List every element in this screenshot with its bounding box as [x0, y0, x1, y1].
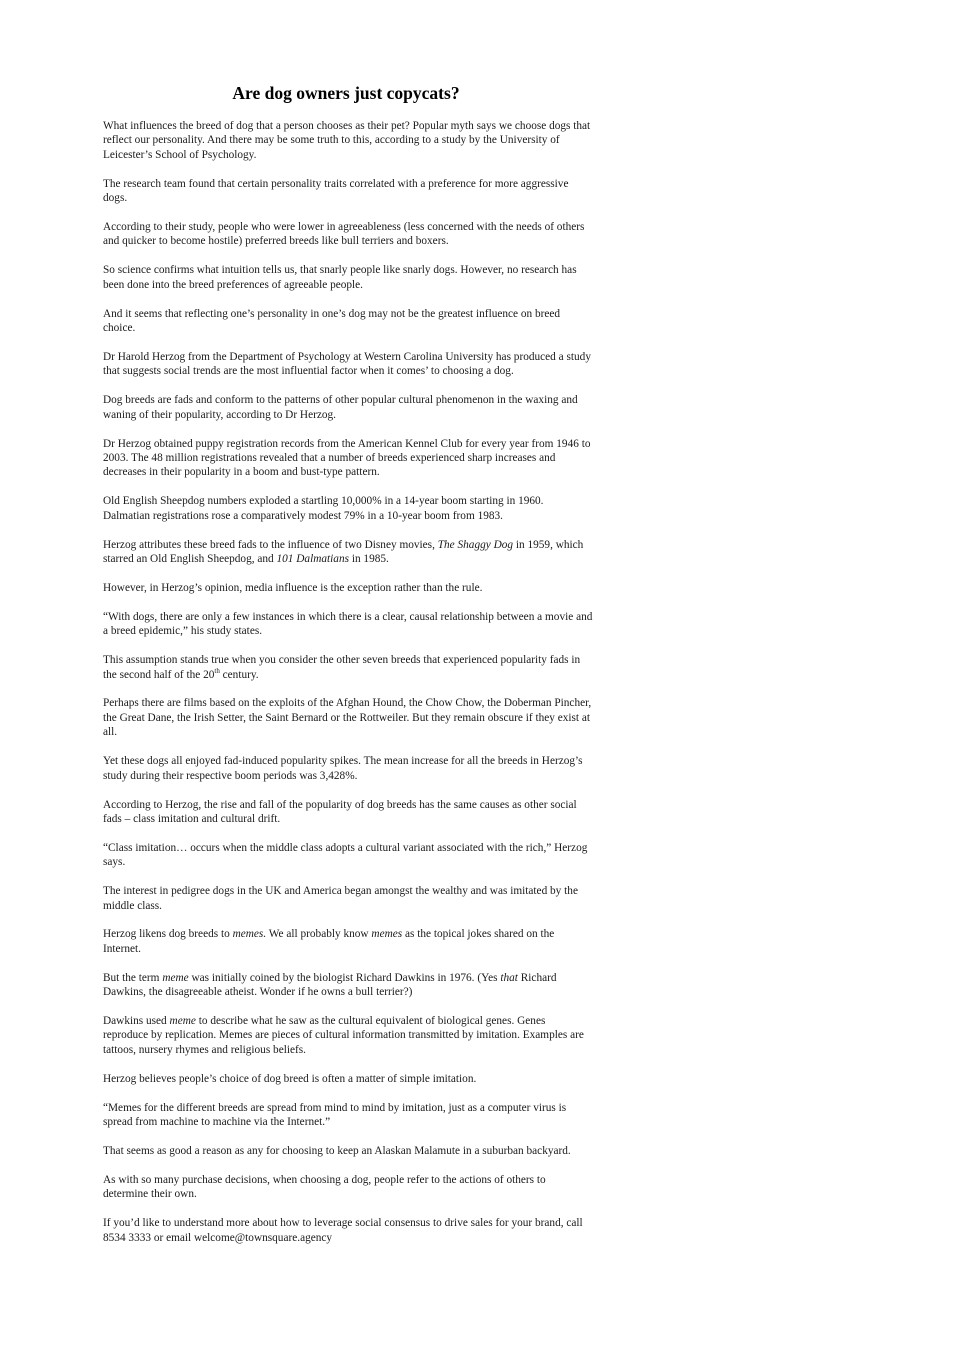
paragraph-26: If you’d like to understand more about how to leverage social consensus to drive sales for your brand, call 8534 3333 or email welcome@townsquare.agency	[103, 1217, 583, 1244]
paragraph-1: What influences the breed of dog that a person chooses as their pet? Popular myth says we choose dogs that reflect our personality. And there may be some truth to this, according to a study by the University of Leicester’s School of Psychology.	[103, 120, 591, 161]
paragraph-text: as the topical jokes shared on the Internet.	[103, 928, 555, 955]
superscript: th	[214, 666, 220, 675]
film-title-shaggy-dog: The Shaggy Dog	[437, 538, 514, 551]
paragraph-25: As with so many purchase decisions, when choosing a dog, people refer to the actions of others to determine their own.	[103, 1173, 546, 1201]
italic-term: memes	[371, 928, 403, 941]
paragraph-text: in 1959, which starred an Old English Sheepdog, and	[103, 538, 584, 566]
paragraph-24: That seems as good a reason as any for choosing to keep an Alaskan Malamute in a suburban backyard.	[103, 1145, 571, 1157]
paragraph-3: According to their study, people who were lower in agreeableness (less concerned with the needs of others and quicker to become hostile) preferred breeds like bull terriers and boxers.	[103, 221, 585, 248]
paragraph-text: Dawkins used	[103, 1015, 170, 1028]
paragraph-5: And it seems that reflecting one’s personality in one’s dog may not be the greatest influence on breed choice.	[103, 307, 561, 335]
paragraph-23: “Memes for the different breeds are spread from mind to mind by imitation, just as a computer virus is spread from machine to machine via the Internet.”	[103, 1101, 567, 1129]
paragraph-text: to describe what he saw as the cultural equivalent of biological genes. Genes reproduce by replication. Memes are pieces of cultural information transmitted by imitation. Examples are tattoos, nursery rhymes and religious beliefs.	[103, 1015, 584, 1056]
paragraph-text: This assumption stands true when you consider the other seven breeds that experienced popularity fads in the second half of the 20	[103, 654, 581, 681]
paragraph-text: century.	[219, 668, 259, 681]
paragraph-4: So science confirms what intuition tells us, that snarly people like snarly dogs. However, no research has been done into the breed preferences of agreeable people.	[103, 264, 577, 291]
paragraph-text: was initially coined by the biologist Richard Dawkins in 1976. (Yes	[188, 971, 501, 984]
paragraph-10	[103, 538, 593, 567]
paragraph-17: “Class imitation… occurs when the middle class adopts a cultural variant associated with the rich,” Herzog says.	[103, 841, 588, 869]
paragraph-21	[103, 1014, 593, 1057]
paragraph-9: Old English Sheepdog numbers exploded a startling 10,000% in a 14-year boom starting in 1960. Dalmatian registrations rose a comparatively modest 79% in a 10-year boom from 1983.	[103, 495, 544, 522]
paragraph-text: Herzog attributes these breed fads to the influence of two Disney movies,	[103, 538, 438, 551]
paragraph-text: Herzog likens dog breeds to	[103, 928, 233, 941]
paragraph-11: However, in Herzog’s opinion, media influence is the exception rather than the rule.	[103, 581, 483, 594]
film-title-101-dalmatians: 101 Dalmatians	[276, 553, 349, 566]
paragraph-text: But the term	[103, 971, 163, 984]
article-title: Are dog owners just copycats?	[232, 83, 460, 103]
italic-term: memes.	[232, 928, 267, 941]
article-body	[103, 119, 593, 1260]
paragraph-15: Yet these dogs all enjoyed fad-induced popularity spikes. The mean increase for all the breeds in Herzog’s study during their respective boom periods was 3,428%.	[103, 755, 583, 782]
paragraph-13	[103, 653, 593, 682]
paragraph-2: The research team found that certain personality traits correlated with a preference for more aggressive dogs.	[103, 177, 569, 205]
paragraph-20	[103, 971, 593, 1000]
italic-term: that	[500, 971, 518, 984]
paragraph-18: The interest in pedigree dogs in the UK and America began amongst the wealthy and was imitated by the middle class.	[103, 885, 578, 912]
italic-term: meme	[162, 971, 189, 984]
paragraph-7: Dog breeds are fads and conform to the patterns of other popular cultural phenomenon in the waxing and waning of their popularity, according to Dr Herzog.	[103, 394, 578, 421]
paragraph-14: Perhaps there are films based on the exploits of the Afghan Hound, the Chow Chow, the Doberman Pincher, the Great Dane, the Irish Setter, the Saint Bernard or the Rottweiler. But they remain obscure if they exist at all.	[103, 697, 592, 739]
paragraph-22: Herzog believes people’s choice of dog breed is often a matter of simple imitation.	[103, 1072, 477, 1085]
italic-term: meme	[169, 1015, 196, 1028]
paragraph-12: “With dogs, there are only a few instances in which there is a clear, causal relationship between a movie and a breed epidemic,” his study states.	[103, 610, 593, 638]
paragraph-16: According to Herzog, the rise and fall of the popularity of dog breeds has the same causes as other social fads – class imitation and cultural drift.	[103, 798, 577, 825]
paragraph-6: Dr Harold Herzog from the Department of Psychology at Western Carolina University has produced a study that suggests social trends are the most influential factor when it comes’ to choosing a dog.	[103, 350, 591, 378]
paragraph-8: Dr Herzog obtained puppy registration records from the American Kennel Club for every year from 1946 to 2003. The 48 million registrations revealed that a number of breeds experienced sharp increases and decreases in their popularity in a boom and bust-type pattern.	[103, 437, 591, 479]
paragraph-text: in 1985.	[349, 553, 389, 566]
paragraph-text: Richard Dawkins, the disagreeable atheist. Wonder if he owns a bull terrier?)	[103, 971, 557, 999]
paragraph-19	[103, 927, 593, 956]
paragraph-text: We all probably know	[266, 928, 372, 941]
